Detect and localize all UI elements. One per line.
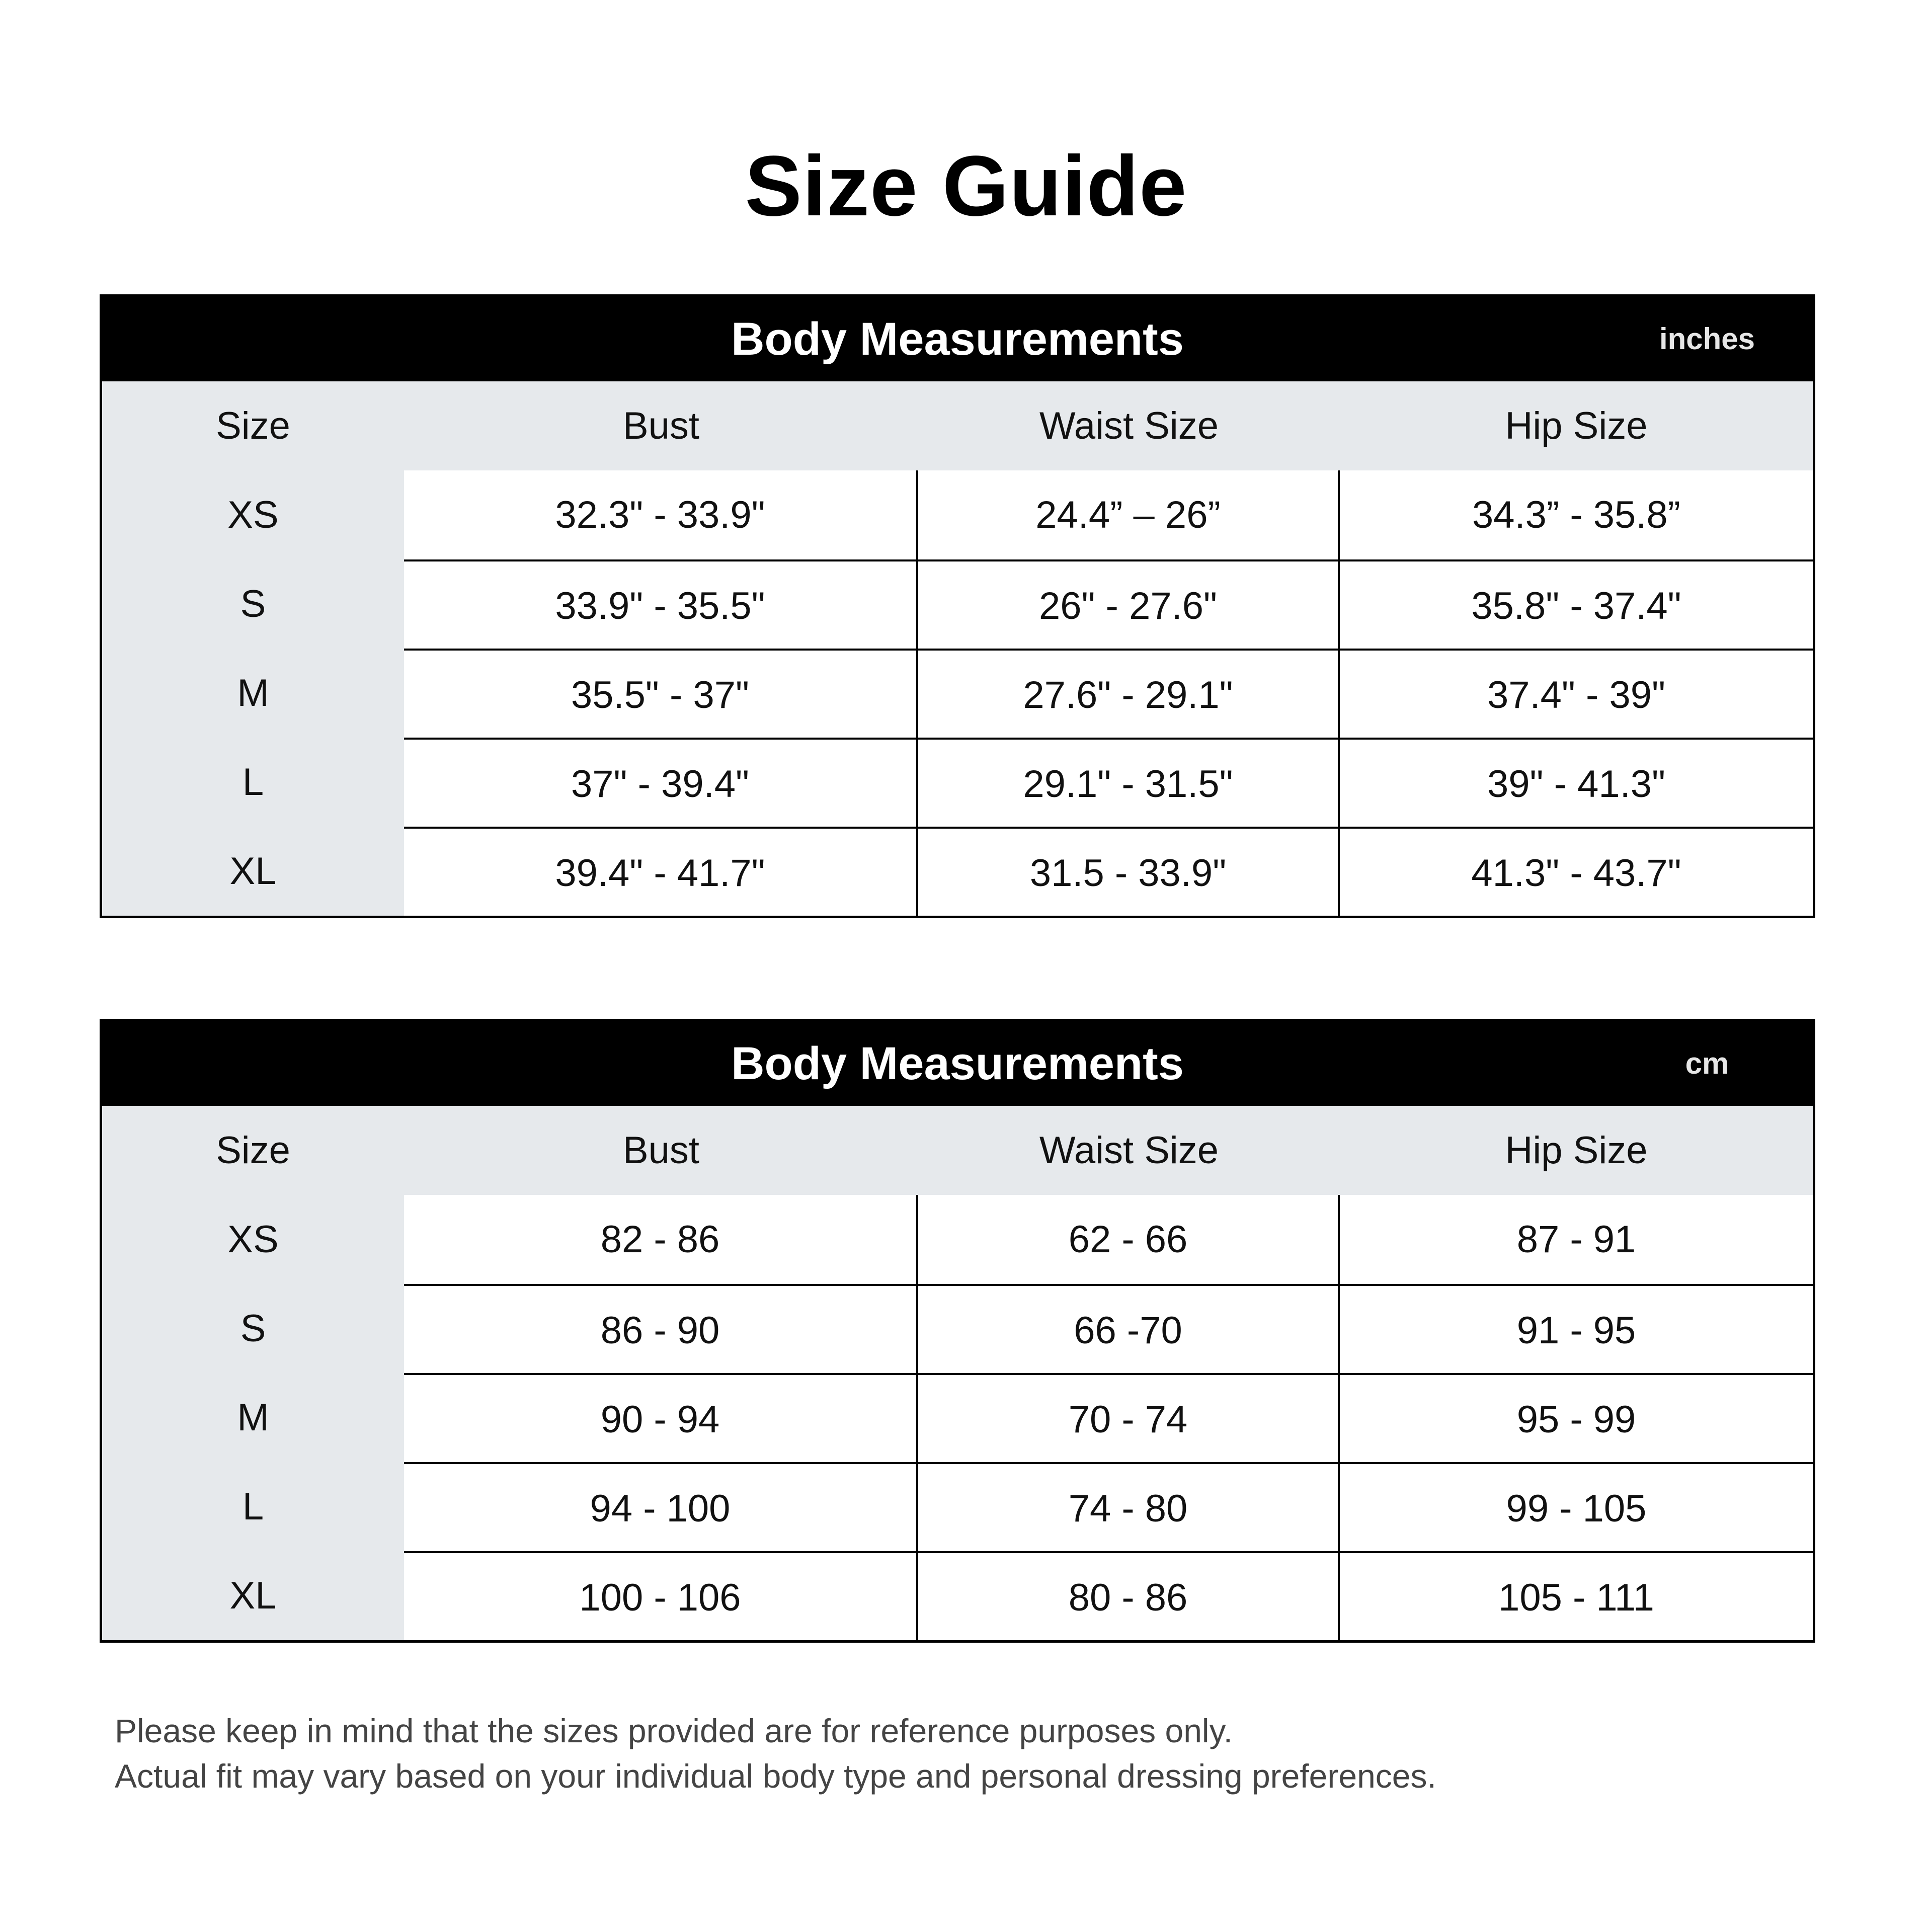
column-header-size: Size [102,381,404,470]
hip-cell: 37.4" - 39" [1340,649,1813,738]
unit-label: cm [1685,1046,1729,1080]
column-header-hip: Hip Size [1340,1106,1813,1195]
waist-cell: 62 - 66 [918,1195,1340,1284]
table-row [102,1373,1813,1462]
size-cell: M [102,649,404,738]
size-cell: M [102,1373,404,1462]
waist-cell: 74 - 80 [918,1462,1340,1551]
size-cell: XL [102,1551,404,1640]
size-cell: S [102,559,404,649]
hip-cell: 105 - 111 [1340,1551,1813,1640]
table-row [102,738,1813,827]
hip-cell: 35.8" - 37.4" [1340,559,1813,649]
table-header [102,1021,1813,1106]
bust-cell: 100 - 106 [404,1551,918,1640]
bust-cell: 33.9" - 35.5" [404,559,918,649]
bust-cell: 94 - 100 [404,1462,918,1551]
bust-cell: 90 - 94 [404,1373,918,1462]
table-row [102,1195,1813,1284]
table-title: Body Measurements [731,1038,1184,1089]
waist-cell: 29.1" - 31.5" [918,738,1340,827]
column-header-waist: Waist Size [918,381,1340,470]
bust-cell: 39.4" - 41.7" [404,827,918,916]
table-row [102,1284,1813,1373]
footnote-line-1: Please keep in mind that the sizes provided are for reference purposes only. [115,1712,1233,1749]
waist-cell: 31.5 - 33.9" [918,827,1340,916]
column-header-row [102,381,1813,470]
size-cell: L [102,1462,404,1551]
table-title: Body Measurements [731,313,1184,365]
size-cell: XS [102,1195,404,1284]
size-table-inches [100,294,1815,918]
table-row [102,1462,1813,1551]
waist-cell: 26" - 27.6" [918,559,1340,649]
bust-cell: 32.3" - 33.9" [404,470,918,559]
page-title: Size Guide [745,138,1187,234]
footnote [115,1708,1825,1799]
bust-cell: 86 - 90 [404,1284,918,1373]
size-cell: XL [102,827,404,916]
column-header-hip: Hip Size [1340,381,1813,470]
waist-cell: 70 - 74 [918,1373,1340,1462]
bust-cell: 82 - 86 [404,1195,918,1284]
size-table-cm [100,1019,1815,1643]
footnote-line-2: Actual fit may vary based on your individual body type and personal dressing preferences. [115,1757,1436,1795]
column-header-waist: Waist Size [918,1106,1340,1195]
hip-cell: 91 - 95 [1340,1284,1813,1373]
hip-cell: 95 - 99 [1340,1373,1813,1462]
table-row [102,827,1813,916]
table-row [102,470,1813,559]
bust-cell: 37" - 39.4" [404,738,918,827]
waist-cell: 27.6" - 29.1" [918,649,1340,738]
column-header-bust: Bust [404,381,918,470]
bust-cell: 35.5" - 37" [404,649,918,738]
table-header [102,297,1813,381]
size-cell: XS [102,470,404,559]
column-header-size: Size [102,1106,404,1195]
size-cell: L [102,738,404,827]
column-header-row [102,1106,1813,1195]
waist-cell: 66 -70 [918,1284,1340,1373]
hip-cell: 34.3” - 35.8” [1340,470,1813,559]
table-row [102,559,1813,649]
waist-cell: 80 - 86 [918,1551,1340,1640]
hip-cell: 99 - 105 [1340,1462,1813,1551]
hip-cell: 87 - 91 [1340,1195,1813,1284]
column-header-bust: Bust [404,1106,918,1195]
hip-cell: 41.3" - 43.7" [1340,827,1813,916]
hip-cell: 39" - 41.3" [1340,738,1813,827]
table-row [102,1551,1813,1640]
waist-cell: 24.4” – 26” [918,470,1340,559]
unit-label: inches [1659,322,1755,356]
table-row [102,649,1813,738]
size-cell: S [102,1284,404,1373]
